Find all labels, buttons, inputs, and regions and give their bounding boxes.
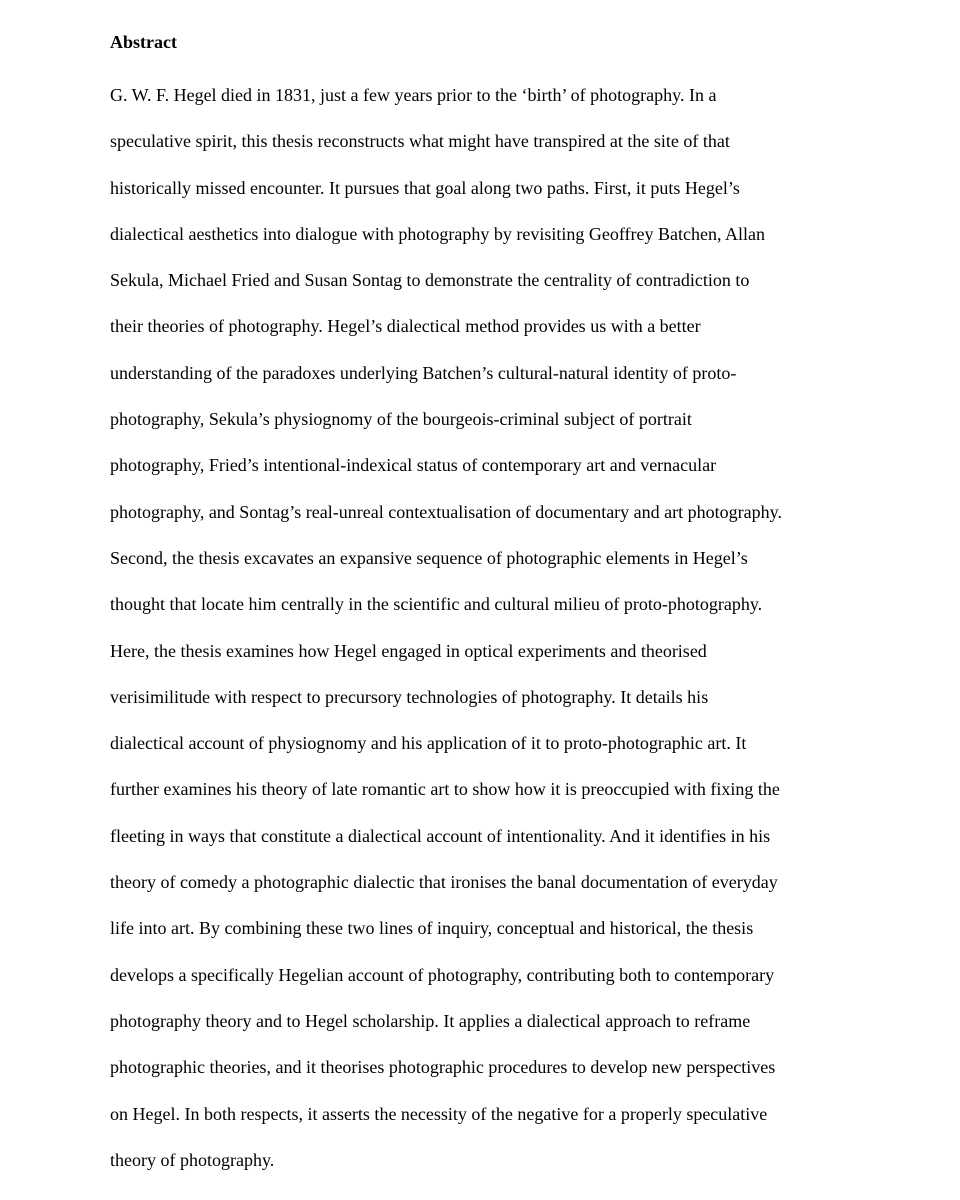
paragraph-line: speculative spirit, this thesis reconstructs what might have transpired at the site of that [110,131,730,152]
abstract-heading: Abstract [110,32,177,52]
paragraph-line: photography, Fried’s intentional-indexical status of contemporary art and vernacular [110,455,717,476]
paragraph-line: Second, the thesis excavates an expansive sequence of photographic elements in Hegel’s [110,547,748,568]
paragraph-line: understanding of the paradoxes underlying Batchen’s cultural-natural identity of proto- [110,362,737,383]
paragraph-line: Sekula, Michael Fried and Susan Sontag to demonstrate the centrality of contradiction to [110,270,750,291]
paragraph-line: theory of comedy a photographic dialectic that ironises the banal documentation of everyday [110,872,778,893]
paragraph-line: thought that locate him centrally in the scientific and cultural milieu of proto-photography. [110,594,763,615]
paragraph-line: their theories of photography. Hegel’s dialectical method provides us with a better [110,316,701,337]
paragraph-line: on Hegel. In both respects, it asserts the necessity of the negative for a properly speculative [110,1103,768,1124]
paragraph-line: G. W. F. Hegel died in 1831, just a few years prior to the ‘birth’ of photography. In a [110,85,717,105]
document-page [110,30,880,1183]
paragraph-line: photography, and Sontag’s real-unreal contextualisation of documentary and art photography. [110,501,782,522]
paragraph-line: Here, the thesis examines how Hegel engaged in optical experiments and theorised [110,640,707,661]
paragraph-line: verisimilitude with respect to precursory technologies of photography. It details his [110,686,709,707]
paragraph-line: photography theory and to Hegel scholarship. It applies a dialectical approach to reframe [110,1010,751,1031]
paragraph-line: photographic theories, and it theorises photographic procedures to develop new perspectives [110,1057,776,1078]
paragraph-line: fleeting in ways that constitute a dialectical account of intentionality. And it identifies in his [110,825,771,846]
paragraph-line: photography, Sekula’s physiognomy of the bourgeois-criminal subject of portrait [110,409,692,430]
paragraph-line: dialectical account of physiognomy and his application of it to proto-photographic art. It [110,733,747,754]
paragraph-line: further examines his theory of late romantic art to show how it is preoccupied with fixing the [110,779,780,800]
paragraph-line: life into art. By combining these two lines of inquiry, conceptual and historical, the thesis [110,918,754,939]
paragraph-line: theory of photography. [110,1149,275,1170]
paragraph-line: develops a specifically Hegelian account of photography, contributing both to contemporary [110,964,775,985]
paragraph-line: historically missed encounter. It pursues that goal along two paths. First, it puts Hegel’s [110,177,740,198]
abstract-paragraph [110,72,880,1183]
paragraph-line: dialectical aesthetics into dialogue with photography by revisiting Geoffrey Batchen, Allan [110,223,765,244]
